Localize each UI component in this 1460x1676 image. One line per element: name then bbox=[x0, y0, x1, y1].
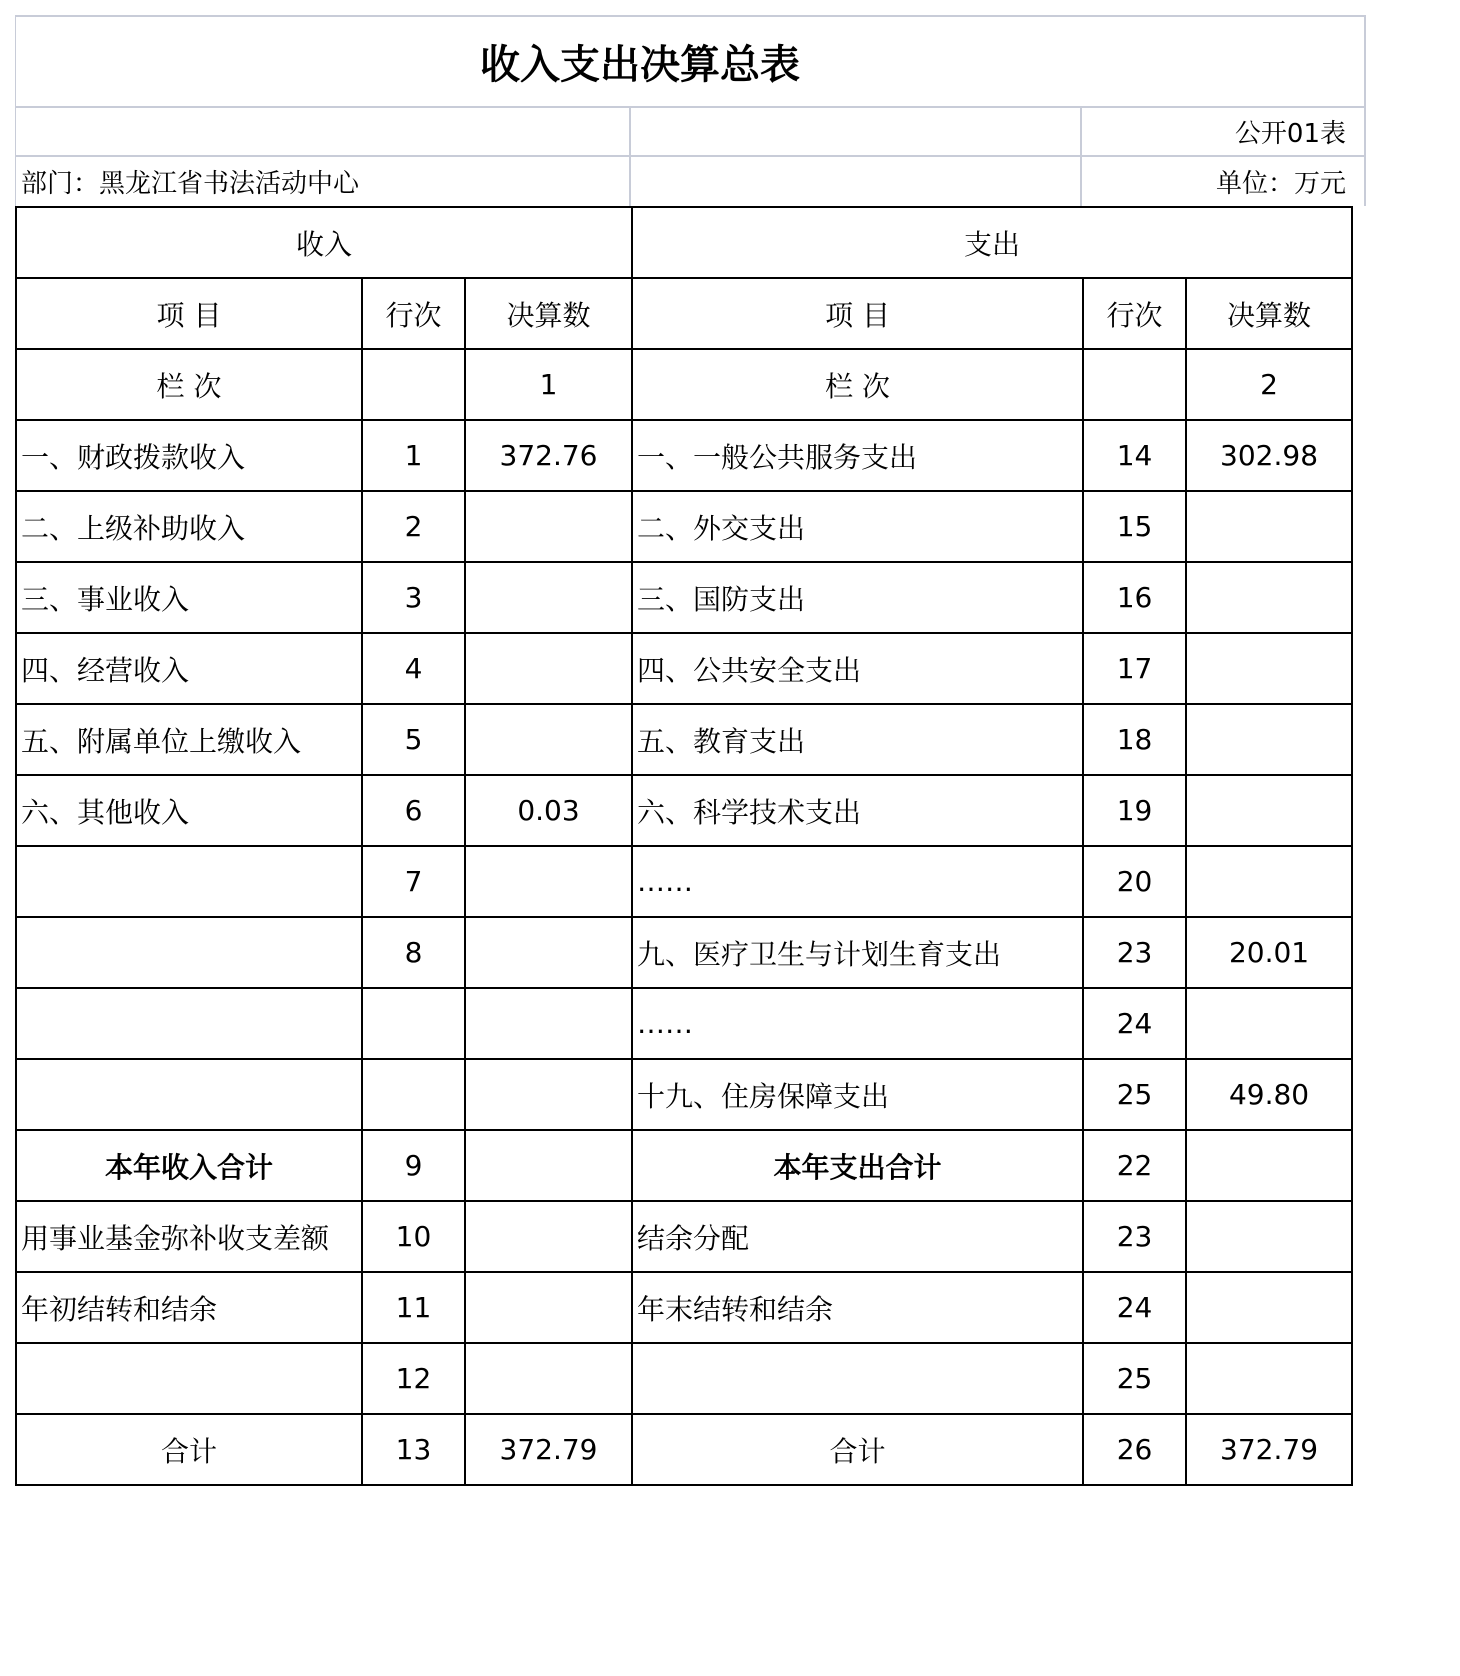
income-line-cell: 1 bbox=[362, 420, 465, 491]
income-item-cell: 五、附属单位上缴收入 bbox=[16, 704, 362, 775]
expense-amount-cell bbox=[1186, 491, 1352, 562]
unit-label: 单位：万元 bbox=[1082, 157, 1366, 206]
blank-cell bbox=[631, 108, 1082, 157]
income-amount-cell: 372.79 bbox=[465, 1414, 632, 1485]
income-line-cell: 10 bbox=[362, 1201, 465, 1272]
report-title-cell bbox=[15, 15, 1366, 108]
income-item-cell: 合计 bbox=[16, 1414, 362, 1485]
income-line-header: 行次 bbox=[362, 278, 465, 349]
expense-item-cell: 六、科学技术支出 bbox=[632, 775, 1083, 846]
table-row bbox=[16, 491, 1352, 562]
expense-line-index bbox=[1083, 349, 1186, 420]
table-row bbox=[16, 1201, 1352, 1272]
table-row bbox=[16, 633, 1352, 704]
table-row bbox=[16, 1130, 1352, 1201]
table-row bbox=[16, 704, 1352, 775]
expense-line-cell: 24 bbox=[1083, 1272, 1186, 1343]
income-amount-cell bbox=[465, 1343, 632, 1414]
income-line-index bbox=[362, 349, 465, 420]
expense-line-cell: 20 bbox=[1083, 846, 1186, 917]
expense-line-cell: 15 bbox=[1083, 491, 1186, 562]
expense-line-cell: 23 bbox=[1083, 917, 1186, 988]
blank-cell bbox=[15, 108, 631, 157]
income-line-cell bbox=[362, 1059, 465, 1130]
income-line-cell: 12 bbox=[362, 1343, 465, 1414]
expense-item-cell bbox=[632, 1343, 1083, 1414]
expense-amount-cell bbox=[1186, 1343, 1352, 1414]
income-line-cell: 8 bbox=[362, 917, 465, 988]
expense-amount-header: 决算数 bbox=[1186, 278, 1352, 349]
income-item-cell: 六、其他收入 bbox=[16, 775, 362, 846]
expense-line-cell: 19 bbox=[1083, 775, 1186, 846]
income-amount-cell bbox=[465, 846, 632, 917]
expense-amount-cell: 372.79 bbox=[1186, 1414, 1352, 1485]
expense-line-cell: 18 bbox=[1083, 704, 1186, 775]
income-line-cell: 3 bbox=[362, 562, 465, 633]
income-amount-header: 决算数 bbox=[465, 278, 632, 349]
income-line-cell: 6 bbox=[362, 775, 465, 846]
income-line-cell: 13 bbox=[362, 1414, 465, 1485]
income-amount-cell bbox=[465, 988, 632, 1059]
expense-amount-cell: 302.98 bbox=[1186, 420, 1352, 491]
income-amount-cell bbox=[465, 1272, 632, 1343]
expense-amount-cell bbox=[1186, 1130, 1352, 1201]
income-item-cell: 年初结转和结余 bbox=[16, 1272, 362, 1343]
table-row bbox=[16, 1414, 1352, 1485]
table-row bbox=[16, 1059, 1352, 1130]
expense-line-cell: 23 bbox=[1083, 1201, 1186, 1272]
expense-amount-index: 2 bbox=[1186, 349, 1352, 420]
table-row bbox=[16, 562, 1352, 633]
expense-line-cell: 22 bbox=[1083, 1130, 1186, 1201]
expense-item-cell: 四、公共安全支出 bbox=[632, 633, 1083, 704]
expense-item-cell: 三、国防支出 bbox=[632, 562, 1083, 633]
form-code: 公开01表 bbox=[1082, 108, 1366, 157]
column-header-row bbox=[16, 278, 1352, 349]
table-row bbox=[16, 917, 1352, 988]
income-line-cell: 11 bbox=[362, 1272, 465, 1343]
expense-amount-cell bbox=[1186, 562, 1352, 633]
income-amount-cell bbox=[465, 917, 632, 988]
expense-item-cell: 本年支出合计 bbox=[632, 1130, 1083, 1201]
expense-line-cell: 17 bbox=[1083, 633, 1186, 704]
income-item-index: 栏 次 bbox=[16, 349, 362, 420]
table-row bbox=[16, 1343, 1352, 1414]
expense-section-header: 支出 bbox=[632, 207, 1352, 278]
table-row bbox=[16, 846, 1352, 917]
income-item-cell bbox=[16, 1343, 362, 1414]
income-amount-cell bbox=[465, 491, 632, 562]
expense-item-cell: …… bbox=[632, 846, 1083, 917]
income-item-cell: 三、事业收入 bbox=[16, 562, 362, 633]
income-line-cell: 5 bbox=[362, 704, 465, 775]
income-amount-cell bbox=[465, 1130, 632, 1201]
income-item-cell: 本年收入合计 bbox=[16, 1130, 362, 1201]
expense-amount-cell bbox=[1186, 633, 1352, 704]
expense-item-cell: 一、一般公共服务支出 bbox=[632, 420, 1083, 491]
income-line-cell: 9 bbox=[362, 1130, 465, 1201]
expense-amount-cell bbox=[1186, 1272, 1352, 1343]
expense-line-cell: 16 bbox=[1083, 562, 1186, 633]
expense-line-cell: 25 bbox=[1083, 1343, 1186, 1414]
expense-line-header: 行次 bbox=[1083, 278, 1186, 349]
expense-line-cell: 25 bbox=[1083, 1059, 1186, 1130]
table-row bbox=[16, 988, 1352, 1059]
income-amount-cell: 0.03 bbox=[465, 775, 632, 846]
table-row bbox=[16, 420, 1352, 491]
income-item-cell: 用事业基金弥补收支差额 bbox=[16, 1201, 362, 1272]
expense-item-cell: …… bbox=[632, 988, 1083, 1059]
income-item-cell: 四、经营收入 bbox=[16, 633, 362, 704]
income-item-cell: 二、上级补助收入 bbox=[16, 491, 362, 562]
expense-item-cell: 五、教育支出 bbox=[632, 704, 1083, 775]
income-amount-index: 1 bbox=[465, 349, 632, 420]
expense-amount-cell bbox=[1186, 775, 1352, 846]
table-row bbox=[16, 775, 1352, 846]
expense-item-header: 项 目 bbox=[632, 278, 1083, 349]
income-amount-cell bbox=[465, 704, 632, 775]
income-line-cell bbox=[362, 988, 465, 1059]
income-amount-cell bbox=[465, 633, 632, 704]
expense-item-cell: 十九、住房保障支出 bbox=[632, 1059, 1083, 1130]
income-line-cell: 2 bbox=[362, 491, 465, 562]
expense-amount-cell bbox=[1186, 704, 1352, 775]
expense-item-cell: 结余分配 bbox=[632, 1201, 1083, 1272]
department-label: 部门：黑龙江省书法活动中心 bbox=[15, 157, 631, 206]
blank-cell bbox=[631, 157, 1082, 206]
expense-line-cell: 24 bbox=[1083, 988, 1186, 1059]
expense-item-index: 栏 次 bbox=[632, 349, 1083, 420]
income-item-header: 项 目 bbox=[16, 278, 362, 349]
expense-line-cell: 14 bbox=[1083, 420, 1186, 491]
expense-item-cell: 二、外交支出 bbox=[632, 491, 1083, 562]
expense-item-cell: 合计 bbox=[632, 1414, 1083, 1485]
income-amount-cell bbox=[465, 562, 632, 633]
income-item-cell: 一、财政拨款收入 bbox=[16, 420, 362, 491]
income-amount-cell bbox=[465, 1059, 632, 1130]
income-item-cell bbox=[16, 988, 362, 1059]
income-section-header: 收入 bbox=[16, 207, 632, 278]
table-row bbox=[16, 1272, 1352, 1343]
income-line-cell: 4 bbox=[362, 633, 465, 704]
income-line-cell: 7 bbox=[362, 846, 465, 917]
income-item-cell bbox=[16, 917, 362, 988]
income-item-cell bbox=[16, 846, 362, 917]
income-expense-table bbox=[15, 206, 1353, 1486]
expense-item-cell: 九、医疗卫生与计划生育支出 bbox=[632, 917, 1083, 988]
expense-amount-cell bbox=[1186, 988, 1352, 1059]
income-item-cell bbox=[16, 1059, 362, 1130]
column-index-row bbox=[16, 349, 1352, 420]
expense-amount-cell: 20.01 bbox=[1186, 917, 1352, 988]
section-header-row bbox=[16, 207, 1352, 278]
report-title: 收入支出决算总表 bbox=[480, 42, 800, 88]
expense-amount-cell bbox=[1186, 1201, 1352, 1272]
expense-amount-cell bbox=[1186, 846, 1352, 917]
income-amount-cell bbox=[465, 1201, 632, 1272]
expense-line-cell: 26 bbox=[1083, 1414, 1186, 1485]
income-amount-cell: 372.76 bbox=[465, 420, 632, 491]
expense-amount-cell: 49.80 bbox=[1186, 1059, 1352, 1130]
expense-item-cell: 年末结转和结余 bbox=[632, 1272, 1083, 1343]
